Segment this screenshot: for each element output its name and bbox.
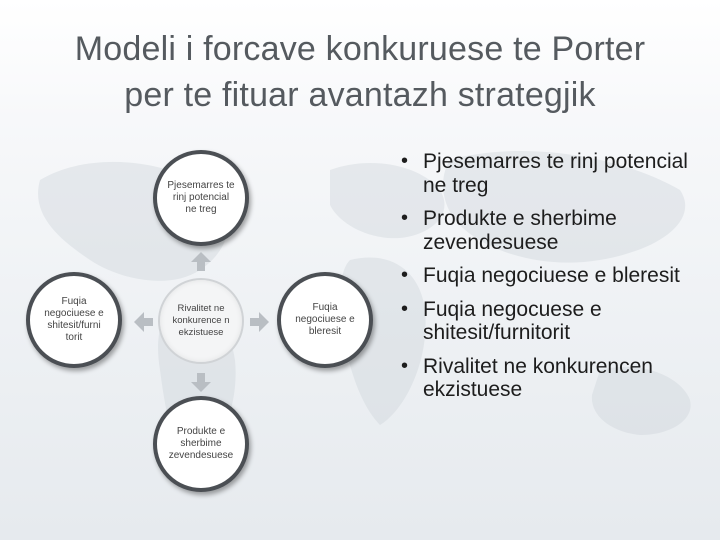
title-line-2: per te fituar avantazh strategjik [124,76,596,114]
bullet-item: • Fuqia negociuese e bleresit [395,264,710,288]
title-line-1: Modeli i forcave konkuruese te Porter [74,30,646,68]
node-supplier-power: Fuqia negociuese e shitesit/furni torit [26,272,122,368]
bullet-item: • Pjesemarres te rinj potencial ne treg [395,150,710,197]
node-substitutes: Produkte e sherbime zevendesuese [153,396,249,492]
arrow-down-icon [189,372,213,394]
node-new-entrants: Pjesemarres te rinj potencial ne treg [153,150,249,246]
arrow-up-icon [189,250,213,272]
bullet-list [395,150,710,412]
bullet-item: • Rivalitet ne konkurencen ekzistuese [395,355,710,402]
arrow-right-icon [249,310,271,334]
slide-title [0,26,720,118]
bullet-item: • Produkte e sherbime zevendesuese [395,207,710,254]
bullet-item: • Fuqia negocuese e shitesit/furnitorit [395,298,710,345]
node-buyer-power: Fuqia negociuese e bleresit [277,272,373,368]
node-rivalry: Rivalitet ne konkurence n ekzistuese [158,278,244,364]
arrow-left-icon [132,310,154,334]
